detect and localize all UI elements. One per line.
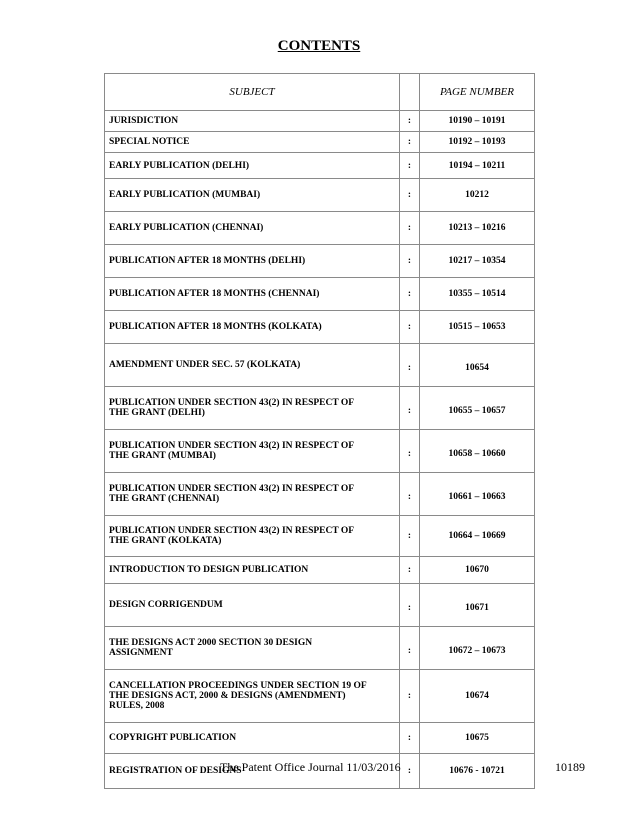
row-separator: : [400, 132, 420, 153]
table-row [105, 212, 535, 245]
row-separator: : [400, 278, 420, 311]
row-subject: COPYRIGHT PUBLICATION [105, 723, 400, 754]
row-separator: : [400, 516, 420, 557]
row-subject [105, 430, 400, 473]
row-subject [105, 387, 400, 430]
row-separator: : [400, 723, 420, 754]
row-page-number: 10674 [420, 670, 535, 723]
row-separator: : [400, 627, 420, 670]
row-separator: : [400, 245, 420, 278]
row-subject: PUBLICATION AFTER 18 MONTHS (CHENNAI) [105, 278, 400, 311]
table-row [105, 584, 535, 627]
table-row [105, 516, 535, 557]
table-row [105, 723, 535, 754]
row-subject: EARLY PUBLICATION (CHENNAI) [105, 212, 400, 245]
row-page-number: 10655 – 10657 [420, 387, 535, 430]
table-row [105, 627, 535, 670]
table-row [105, 557, 535, 584]
row-separator: : [400, 387, 420, 430]
row-subject: PUBLICATION AFTER 18 MONTHS (DELHI) [105, 245, 400, 278]
row-page-number: 10658 – 10660 [420, 430, 535, 473]
page-number-header: PAGE NUMBER [420, 74, 535, 111]
row-subject-line: PUBLICATION UNDER SECTION 43(2) IN RESPECT OF [109, 441, 355, 451]
table-row [105, 245, 535, 278]
table-row [105, 311, 535, 344]
row-subject: REGISTRATION OF DESIGNS [105, 754, 400, 789]
row-subject-line: CANCELLATION PROCEEDINGS UNDER SECTION 19 OF [109, 681, 367, 691]
row-page-number: 10671 [420, 584, 535, 627]
row-subject-line: THE GRANT (MUMBAI) [109, 451, 216, 461]
row-separator: : [400, 754, 420, 789]
table-row [105, 111, 535, 132]
table-row [105, 670, 535, 723]
row-subject [105, 473, 400, 516]
separator-header [400, 74, 420, 111]
row-subject [105, 627, 400, 670]
row-separator: : [400, 584, 420, 627]
table-row [105, 132, 535, 153]
table-row [105, 179, 535, 212]
row-page-number: 10190 – 10191 [420, 111, 535, 132]
journal-title: The Patent Office Journal 11/03/2016 [220, 760, 401, 774]
row-subject: EARLY PUBLICATION (DELHI) [105, 153, 400, 179]
row-subject: INTRODUCTION TO DESIGN PUBLICATION [105, 557, 400, 584]
row-page-number: 10213 – 10216 [420, 212, 535, 245]
row-page-number: 10515 – 10653 [420, 311, 535, 344]
table-row [105, 278, 535, 311]
table-row [105, 430, 535, 473]
row-subject-line: THE DESIGNS ACT 2000 SECTION 30 DESIGN [109, 638, 313, 648]
row-subject-line: PUBLICATION UNDER SECTION 43(2) IN RESPECT OF [109, 398, 355, 408]
page-title: CONTENTS [277, 38, 361, 54]
row-subject-line: THE DESIGNS ACT, 2000 & DESIGNS (AMENDMENT) [109, 691, 346, 701]
table-row [105, 387, 535, 430]
table-header-row [105, 74, 535, 111]
page-number: 10189 [555, 760, 585, 774]
row-separator: : [400, 212, 420, 245]
row-subject: DESIGN CORRIGENDUM [105, 584, 400, 627]
row-page-number: 10676 - 10721 [420, 754, 535, 789]
row-separator: : [400, 179, 420, 212]
row-subject-line: RULES, 2008 [109, 701, 165, 711]
row-subject: AMENDMENT UNDER SEC. 57 (KOLKATA) [105, 344, 400, 387]
table-row [105, 473, 535, 516]
row-separator: : [400, 430, 420, 473]
row-page-number: 10194 – 10211 [420, 153, 535, 179]
row-subject: PUBLICATION AFTER 18 MONTHS (KOLKATA) [105, 311, 400, 344]
row-subject [105, 516, 400, 557]
row-subject-line: ASSIGNMENT [109, 648, 173, 658]
row-separator: : [400, 344, 420, 387]
row-page-number: 10217 – 10354 [420, 245, 535, 278]
row-page-number: 10212 [420, 179, 535, 212]
row-separator: : [400, 311, 420, 344]
row-page-number: 10661 – 10663 [420, 473, 535, 516]
table-row [105, 153, 535, 179]
row-page-number: 10675 [420, 723, 535, 754]
row-subject [105, 670, 400, 723]
row-page-number: 10355 – 10514 [420, 278, 535, 311]
row-subject-line: THE GRANT (KOLKATA) [109, 536, 222, 546]
row-subject: SPECIAL NOTICE [105, 132, 400, 153]
row-separator: : [400, 670, 420, 723]
row-subject: EARLY PUBLICATION (MUMBAI) [105, 179, 400, 212]
table-row [105, 344, 535, 387]
contents-table [104, 73, 535, 789]
row-subject: JURISDICTION [105, 111, 400, 132]
row-page-number: 10192 – 10193 [420, 132, 535, 153]
row-page-number: 10672 – 10673 [420, 627, 535, 670]
row-page-number: 10670 [420, 557, 535, 584]
row-separator: : [400, 153, 420, 179]
row-subject-line: THE GRANT (CHENNAI) [109, 494, 220, 504]
row-subject-line: PUBLICATION UNDER SECTION 43(2) IN RESPECT OF [109, 484, 355, 494]
subject-header: SUBJECT [105, 74, 400, 111]
row-page-number: 10664 – 10669 [420, 516, 535, 557]
row-separator: : [400, 557, 420, 584]
row-subject-line: THE GRANT (DELHI) [109, 408, 205, 418]
row-separator: : [400, 473, 420, 516]
row-separator: : [400, 111, 420, 132]
row-page-number: 10654 [420, 344, 535, 387]
row-subject-line: PUBLICATION UNDER SECTION 43(2) IN RESPECT OF [109, 526, 355, 536]
